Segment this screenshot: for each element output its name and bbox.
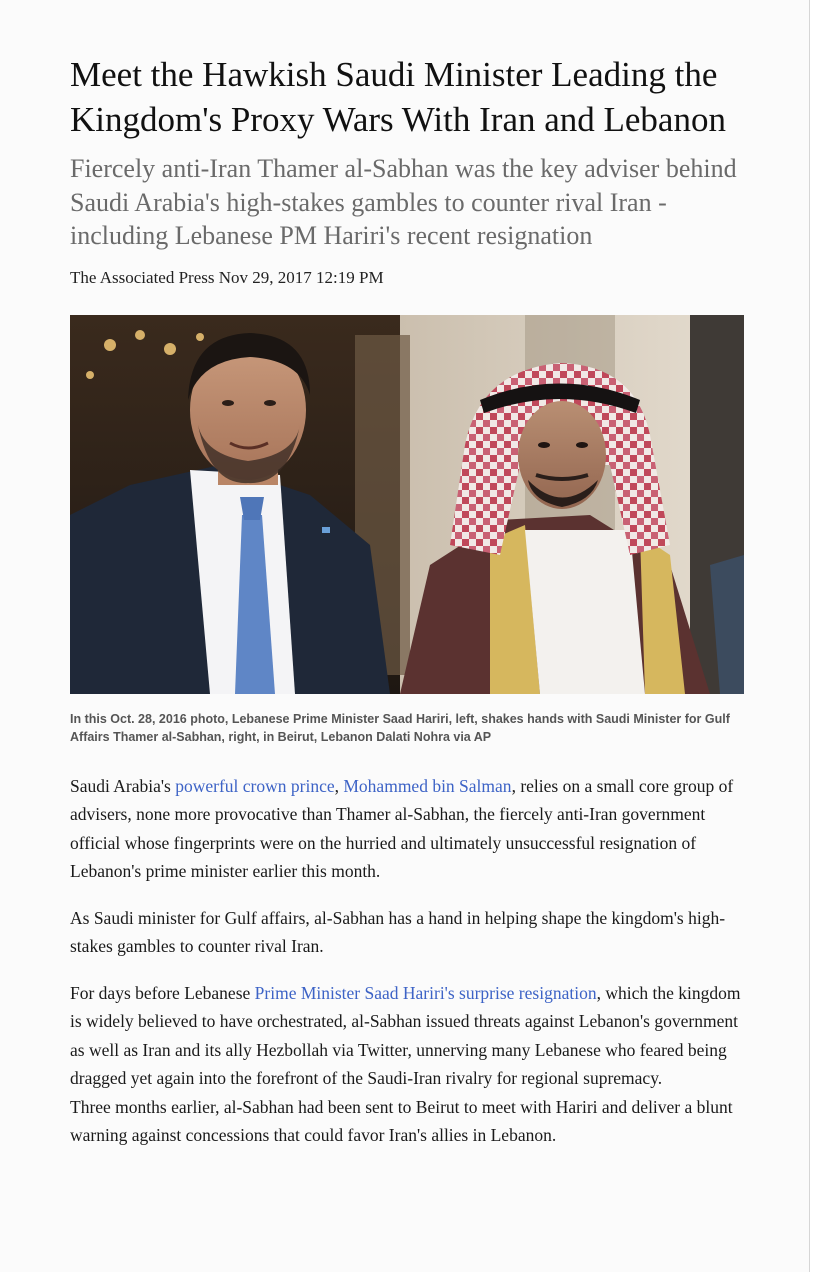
paragraph-1-text-b: , xyxy=(334,775,344,796)
page-edge xyxy=(809,0,816,1272)
paragraph-1-text-c: , relies on a small core group of advisers, none more provocative than Thamer al-Sabhan, the fiercely anti-Iran government official whose fingerprints were on the hurried and ultimately unsuccessful resignation of Lebanon's prime minister earlier this month. xyxy=(70,775,734,881)
paragraph-3-text-b: , which the kingdom is widely believed to have orchestrated, al-Sabhan issued threats against Lebanon's government as well as Iran and its ally Hezbollah via Twitter, unnerving many Lebanese who feared being dragged yet again into the forefront of the Saudi-Iran rivalry for regional supremacy. xyxy=(70,982,741,1088)
article-subtitle: Fiercely anti-Iran Thamer al-Sabhan was the key adviser behind Saudi Arabia's high-stakes gambles to counter rival Iran - including Lebanese PM Hariri's recent resignation xyxy=(70,154,737,250)
link-powerful-crown-prince[interactable]: powerful crown prince xyxy=(175,775,335,796)
article-title: Meet the Hawkish Saudi Minister Leading the Kingdom's Proxy Wars With Iran and Lebanon xyxy=(70,55,726,139)
article-photo xyxy=(70,315,744,694)
paragraph-3-text-a: For days before Lebanese xyxy=(70,982,255,1003)
link-hariri-resignation[interactable]: Prime Minister Saad Hariri's surprise resignation xyxy=(254,982,597,1003)
byline-source: The Associated Press xyxy=(70,267,215,287)
paragraph-1 xyxy=(70,772,750,886)
paragraph-3 xyxy=(70,979,750,1093)
byline-date: Nov 29, 2017 12:19 PM xyxy=(218,267,384,287)
paragraph-1-text-a: Saudi Arabia's xyxy=(70,775,176,796)
link-mohammed-bin-salman[interactable]: Mohammed bin Salman xyxy=(343,775,512,796)
paragraph-4: Three months earlier, al-Sabhan had been sent to Beirut to meet with Hariri and deliver a blunt warning against concessions that could favor Iran's allies in Lebanon. xyxy=(70,1096,733,1145)
article-content xyxy=(70,52,750,1150)
photo-illustration xyxy=(70,315,744,694)
article-body xyxy=(70,772,750,1150)
byline xyxy=(70,267,750,289)
photo-caption: In this Oct. 28, 2016 photo, Lebanese Prime Minister Saad Hariri, left, shakes hands with Saudi Minister for Gulf Affairs Thamer al-Sabhan, right, in Beirut, Lebanon Dalati Nohra via AP xyxy=(70,711,730,744)
paragraph-2: As Saudi minister for Gulf affairs, al-Sabhan has a hand in helping shape the kingdom's high-stakes gambles to counter rival Iran. xyxy=(70,907,726,956)
